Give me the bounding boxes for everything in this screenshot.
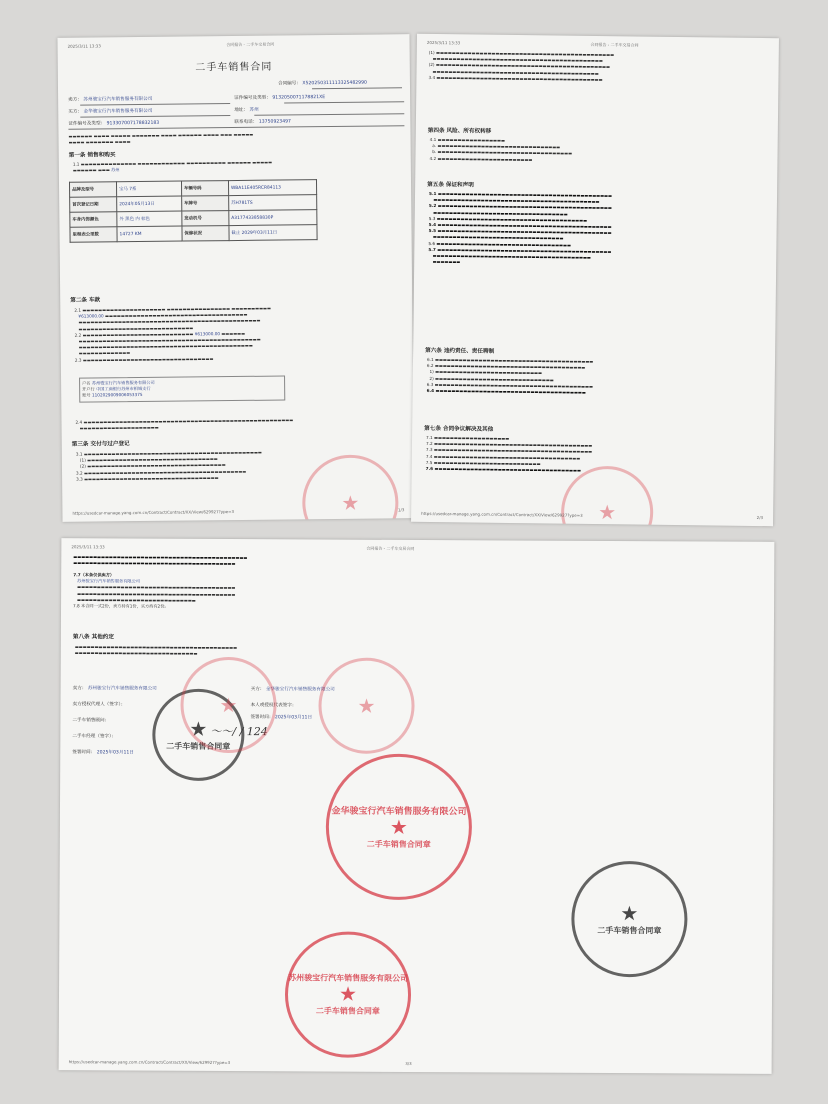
- bank-account-box: 户名 苏州骏宝行汽车销售服务有限公司 开户行 中国工商银行苏州市相城支行 账号 1102029009006053375: [79, 375, 285, 402]
- table-label-cell: 品牌及型号: [69, 182, 116, 197]
- stamp-text: 二手车销售合同章: [166, 741, 231, 751]
- article-4-text: 4.1 ▬▬▬▬▬▬▬▬▬▬▬▬▬▬▬▬▬ a. ▬▬▬▬▬▬▬▬▬▬▬▬▬▬▬▬▬▬▬▬▬▬▬▬▬▬▬▬▬▬▬ b. ▬▬▬▬▬▬▬▬▬▬▬▬▬▬▬▬▬▬▬▬▬▬▬▬▬▬▬▬▬▬▬▬▬▬ 4.2 ▬▬▬▬▬▬▬▬▬▬▬▬▬▬▬▬▬▬▬▬▬▬▬▬: [429, 136, 573, 162]
- buyer-code-label: 证件编号及类型：: [68, 121, 106, 127]
- table-value-cell: A3177433858830P: [229, 210, 317, 226]
- article-2-text: 2.1 ▬▬▬▬▬▬▬▬▬▬▬▬▬▬▬▬▬▬▬▬▬ ▬▬▬▬▬▬▬▬▬▬▬▬▬▬▬▬ ▬▬▬▬▬▬▬▬▬▬ ¥613000.00 ▬▬▬▬▬▬▬▬▬▬▬▬▬▬▬▬▬▬▬▬▬▬▬▬▬▬▬▬▬▬▬▬▬▬▬▬ ▬▬▬▬▬▬▬▬▬▬▬▬▬▬▬▬▬▬▬▬▬▬▬▬▬▬▬▬▬▬▬▬▬▬▬▬▬▬▬▬▬▬▬▬▬▬ ▬▬▬▬▬▬▬▬▬▬▬▬▬▬▬▬▬▬▬▬▬▬▬▬▬▬▬▬▬ 2.2 ▬▬▬▬▬▬▬▬▬▬▬▬▬▬▬▬▬▬▬▬▬▬▬▬▬▬▬▬ ¥613000.00 ▬▬▬▬▬▬ ▬▬▬▬▬▬▬▬▬▬▬▬▬▬▬▬▬▬▬▬▬▬▬▬▬▬▬▬▬▬▬▬▬▬▬▬▬▬▬▬▬▬▬▬▬▬ ▬▬▬▬▬▬▬▬▬▬▬▬▬▬▬▬▬▬▬▬▬▬▬▬▬▬▬▬▬▬▬▬▬▬▬▬▬▬▬▬▬▬▬▬ ▬▬▬▬▬▬▬▬▬▬▬▬▬ 2.3 ▬▬▬▬▬▬▬▬▬▬▬▬▬▬▬▬▬▬▬▬▬▬▬▬▬▬▬▬▬▬▬▬▬: [74, 305, 271, 363]
- red-seal-stamp: ★: [318, 657, 415, 754]
- continued-text: ▬▬▬▬▬▬▬▬▬▬▬▬▬▬▬▬▬▬▬▬▬▬▬▬▬▬▬▬▬▬▬▬▬▬▬▬▬▬▬▬▬▬▬▬ ▬▬▬▬▬▬▬▬▬▬▬▬▬▬▬▬▬▬▬▬▬▬▬▬▬▬▬▬▬▬▬▬▬▬▬▬▬▬▬▬▬: [73, 554, 248, 567]
- table-value-cell: 14727 KM: [117, 226, 182, 242]
- article-6-text: 6.1 ▬▬▬▬▬▬▬▬▬▬▬▬▬▬▬▬▬▬▬▬▬▬▬▬▬▬▬▬▬▬▬▬▬▬▬▬▬▬▬▬ 6.2 ▬▬▬▬▬▬▬▬▬▬▬▬▬▬▬▬▬▬▬▬▬▬▬▬▬▬▬▬▬▬▬▬▬▬▬▬▬▬ 1) ▬▬▬▬▬▬▬▬▬▬▬▬▬▬▬▬▬▬▬▬▬▬▬▬▬▬▬ 2) ▬▬▬▬▬▬▬▬▬▬▬▬▬▬▬▬▬▬▬▬▬▬▬▬▬▬▬▬▬▬ 6.3 ▬▬▬▬▬▬▬▬▬▬▬▬▬▬▬▬▬▬▬▬▬▬▬▬▬▬▬▬▬▬▬▬▬▬▬▬▬▬▬▬ 6.4 ▬▬▬▬▬▬▬▬▬▬▬▬▬▬▬▬▬▬▬▬▬▬▬▬▬▬▬▬▬▬▬▬▬▬▬▬▬▬: [426, 356, 594, 395]
- contract-page-2: [411, 34, 779, 526]
- account-number: 1102029009006053375: [91, 392, 143, 398]
- contract-number-row: [278, 81, 367, 88]
- sign-date-row: [72, 750, 134, 756]
- clause-7-7: 7.7（本条仅供卖方） 苏州骏宝行汽车销售服务有限公司 ▬▬▬▬▬▬▬▬▬▬▬▬▬▬▬▬▬▬▬▬▬▬▬▬▬▬▬▬▬▬▬▬▬▬▬▬▬▬▬▬ ▬▬▬▬▬▬▬▬▬▬▬▬▬▬▬▬▬▬▬▬▬▬▬▬▬▬▬▬▬▬▬▬▬▬▬▬▬▬▬▬ ▬▬▬▬▬▬▬▬▬▬▬▬▬▬▬▬▬▬▬▬▬▬▬▬▬▬▬▬▬▬ 7.8 本合同一式2份，卖方持有1份，买方持有2份。: [73, 572, 236, 609]
- article-7-text: 7.1 ▬▬▬▬▬▬▬▬▬▬▬▬▬▬▬▬▬▬▬ 7.2 ▬▬▬▬▬▬▬▬▬▬▬▬▬▬▬▬▬▬▬▬▬▬▬▬▬▬▬▬▬▬▬▬▬▬▬▬▬▬▬▬ 7.3 ▬▬▬▬▬▬▬▬▬▬▬▬▬▬▬▬▬▬▬▬▬▬▬▬▬▬▬▬▬▬▬▬▬▬▬▬▬▬▬▬ 7.4 ▬▬▬▬▬▬▬▬▬▬▬▬▬▬▬▬▬▬▬▬▬▬▬▬▬▬▬▬▬▬▬▬▬▬▬▬▬ 7.5 ▬▬▬▬▬▬▬▬▬▬▬▬▬▬▬▬▬▬▬▬▬▬▬▬▬▬▬ 7.6 ▬▬▬▬▬▬▬▬▬▬▬▬▬▬▬▬▬▬▬▬▬▬▬▬▬▬▬▬▬▬▬▬▬▬▬▬▬: [425, 434, 593, 473]
- article-4-heading: 第四条 风险、所有权转移: [427, 127, 492, 135]
- article-8-heading: 第八条 其他约定: [72, 634, 115, 641]
- sign-seller-name: 苏州骏宝行汽车销售服务有限公司: [87, 686, 157, 692]
- red-contract-stamp-2: 苏州骏宝行汽车销售服务有限公司 ★ 二手车销售合同章: [285, 931, 412, 1058]
- seller-code-label: 证件编号及类型：: [234, 95, 271, 102]
- clause-7-7-label: 7.7（本条仅供卖方）: [73, 572, 115, 578]
- contract-title: 二手车销售合同: [195, 61, 273, 74]
- buyer-row: [68, 109, 152, 116]
- header-title: 合同报告 - 二手车交易合同: [226, 41, 275, 48]
- seller-code-row: [234, 95, 325, 102]
- page-header: [71, 544, 414, 552]
- contract-number: X520250311113325482990: [302, 80, 367, 87]
- article-1-text: 1.1 ▬▬▬▬▬▬▬▬▬▬▬▬▬▬ ▬▬▬▬▬▬▬▬▬▬▬▬ ▬▬▬▬▬▬▬▬▬▬ ▬▬▬▬▬▬ ▬▬▬▬▬ ▬▬▬▬▬▬ ▬▬▬ 苏州: [72, 159, 273, 173]
- sign-buyer-date: 2025年03月11日: [274, 715, 313, 721]
- contract-page-3: [59, 538, 775, 1074]
- footer-url: https://usedcar-manage.yang.com.cn/Contract/Contract/XX/View/629927?ype=3: [421, 510, 583, 518]
- page-number: 1/3: [397, 507, 405, 513]
- page-header: [68, 40, 400, 49]
- buyer-code-row: [68, 121, 159, 128]
- sign-seller-label: 卖方：: [72, 686, 87, 692]
- sign-buyer-name: 金华骏宝行汽车销售服务有限公司: [265, 687, 335, 693]
- table-label-cell: 里程表公里数: [70, 227, 117, 242]
- sign-buyer-date-label: 签署时间：: [250, 715, 274, 721]
- table-row: [70, 225, 317, 243]
- table-label-cell: 车辆号码: [181, 181, 228, 196]
- header-title: 合同报告 - 二手车交易合同: [590, 41, 639, 48]
- table-label-cell: 首次登记日期: [70, 197, 117, 212]
- buyer-code: 913307007178832183: [106, 120, 160, 127]
- vehicle-info-table: [69, 179, 318, 243]
- article-1-heading: 第一条 销售和购买: [68, 152, 116, 159]
- account-name: 苏州骏宝行汽车销售服务有限公司: [91, 379, 155, 386]
- seller-manager2-label: 二手车经理（签字）：: [72, 734, 117, 740]
- stamp-ring-text: 金华骏宝行汽车销售服务有限公司: [331, 806, 467, 818]
- handwritten-signature: ～～∕ ∕ 124: [210, 724, 268, 739]
- page-number: 2/3: [756, 514, 764, 521]
- article-8-text: ▬▬▬▬▬▬▬▬▬▬▬▬▬▬▬▬▬▬▬▬▬▬▬▬▬▬▬▬▬▬▬▬▬▬▬▬▬▬▬▬▬ ▬▬▬▬▬▬▬▬▬▬▬▬▬▬▬▬▬▬▬▬▬▬▬▬▬▬▬▬▬▬▬: [74, 644, 238, 657]
- sign-date: 2025年03月11日: [96, 750, 134, 756]
- stamp-text: 二手车销售合同章: [366, 839, 431, 850]
- black-contract-stamp-2: ★ 二手车销售合同章: [571, 861, 688, 978]
- price-value-1: ¥613000.00: [78, 313, 104, 319]
- page-header: [427, 40, 769, 50]
- buyer-phone: 13750923497: [258, 119, 292, 125]
- article-7-heading: 第七条 合同争议解决及其他: [424, 425, 494, 433]
- header-timestamp: 2025/3/11 13:33: [426, 39, 461, 46]
- buyer-phone-label: 联系电话：: [234, 119, 258, 126]
- table-label-cell: 发动机号: [182, 211, 229, 226]
- preamble-text: ▬▬▬▬▬▬ ▬▬▬▬ ▬▬▬▬▬ ▬▬▬▬▬▬▬ ▬▬▬▬ ▬▬▬▬▬▬ ▬▬▬▬ ▬▬▬ ▬▬▬▬▬ ▬▬▬▬ ▬▬▬▬▬▬▬ ▬▬▬▬: [68, 131, 254, 145]
- sign-date-label: 签署时间：: [72, 750, 96, 756]
- header-timestamp: 2025/3/11 13:33: [67, 43, 101, 49]
- article-3-text: 3.1 ▬▬▬▬▬▬▬▬▬▬▬▬▬▬▬▬▬▬▬▬▬▬▬▬▬▬▬▬▬▬▬▬▬▬▬▬▬▬▬▬▬▬▬▬▬ (1) ▬▬▬▬▬▬▬▬▬▬▬▬▬▬▬▬▬▬▬▬▬▬▬▬▬▬▬▬▬▬▬▬▬ (2) ▬▬▬▬▬▬▬▬▬▬▬▬▬▬▬▬▬▬▬▬▬▬▬▬▬▬▬▬▬▬▬▬▬▬▬ 3.2 ▬▬▬▬▬▬▬▬▬▬▬▬▬▬▬▬▬▬▬▬▬▬▬▬▬▬▬▬▬▬▬▬▬▬▬▬▬▬▬▬▬ 3.3 ▬▬▬▬▬▬▬▬▬▬▬▬▬▬▬▬▬▬▬▬▬▬▬▬▬▬▬▬▬▬▬▬▬▬: [75, 449, 262, 482]
- stamp-text: 二手车销售合同章: [597, 925, 662, 935]
- sign-seller-row: [73, 686, 157, 692]
- black-contract-stamp: ★ 二手车销售合同章: [152, 689, 244, 781]
- header-timestamp: 2025/3/11 13:33: [71, 544, 105, 550]
- article-5-heading: 第五条 保证和声明: [427, 181, 474, 189]
- article-5-text: 5.1 ▬▬▬▬▬▬▬▬▬▬▬▬▬▬▬▬▬▬▬▬▬▬▬▬▬▬▬▬▬▬▬▬▬▬▬▬▬▬▬▬▬▬▬▬ ▬▬▬▬▬▬▬▬▬▬▬▬▬▬▬▬▬▬▬▬▬▬▬▬▬▬▬▬▬▬▬▬▬▬▬▬▬▬▬▬▬▬ 5.2 ▬▬▬▬▬▬▬▬▬▬▬▬▬▬▬▬▬▬▬▬▬▬▬▬▬▬▬▬▬▬▬▬▬▬▬▬▬▬▬▬▬▬▬▬ ▬▬▬▬▬▬▬▬▬▬▬▬▬▬▬▬▬▬▬▬▬▬▬▬▬▬▬▬▬▬▬▬▬▬ 5.3 ▬▬▬▬▬▬▬▬▬▬▬▬▬▬▬▬▬▬▬▬▬▬▬▬▬▬▬▬▬▬▬▬▬▬▬▬▬▬ 5.4 ▬▬▬▬▬▬▬▬▬▬▬▬▬▬▬▬▬▬▬▬▬▬▬▬▬▬▬▬▬▬▬▬▬▬▬▬▬▬▬▬▬▬▬▬ 5.5 ▬▬▬▬▬▬▬▬▬▬▬▬▬▬▬▬▬▬▬▬▬▬▬▬▬▬▬▬▬▬▬▬▬▬▬▬▬▬▬▬▬▬▬▬ ▬▬▬▬▬▬▬▬▬▬▬▬▬▬▬▬▬▬▬▬▬▬▬▬▬▬▬▬▬▬▬▬▬ 5.6 ▬▬▬▬▬▬▬▬▬▬▬▬▬▬▬▬▬▬▬▬▬▬▬▬▬▬▬▬▬▬▬▬▬▬ 5.7 ▬▬▬▬▬▬▬▬▬▬▬▬▬▬▬▬▬▬▬▬▬▬▬▬▬▬▬▬▬▬▬▬▬▬▬▬▬▬▬▬▬▬▬▬ ▬▬▬▬▬▬▬▬▬▬▬▬▬▬▬▬▬▬▬▬▬▬▬▬▬▬▬▬▬▬▬▬▬▬▬▬▬▬▬▬ ▬▬▬▬▬▬▬: [428, 190, 613, 265]
- stamp-ring-text: 苏州骏宝行汽车销售服务有限公司: [288, 973, 409, 983]
- table-value-cell: 截止 2029年03月11日: [229, 225, 317, 241]
- buyer-label: 买方：: [68, 109, 83, 115]
- table-label-cell: 车身内饰颜色: [70, 212, 117, 227]
- clause-7-8: 7.8 本合同一式2份，卖方持有1份，买方持有2份。: [73, 603, 169, 609]
- stamp-text: 二手车销售合同章: [315, 1006, 380, 1016]
- contract-number-label: 合同编号：: [277, 81, 301, 87]
- red-seal-stamp: ★: [302, 454, 399, 522]
- table-value-cell: 苏H781TS: [229, 195, 317, 211]
- article-6-heading: 第六条 违约责任、责任聘制: [425, 347, 495, 355]
- article-2-4-text: 2.4 ▬▬▬▬▬▬▬▬▬▬▬▬▬▬▬▬▬▬▬▬▬▬▬▬▬▬▬▬▬▬▬▬▬▬▬▬▬▬▬▬▬▬▬▬▬▬▬▬▬▬▬▬▬ ▬▬▬▬▬▬▬▬▬▬▬▬▬▬▬▬▬▬▬▬: [75, 417, 294, 431]
- red-contract-stamp: 金华骏宝行汽车销售服务有限公司 ★ 二手车销售合同章: [326, 754, 473, 901]
- buyer-name: 金华骏宝行汽车销售服务有限公司: [83, 108, 153, 115]
- sign-buyer-label: 买方：: [250, 687, 265, 693]
- buyer-address-label: 地址：: [234, 107, 249, 114]
- header-title: 合同报告 - 二手车交易合同: [366, 545, 415, 551]
- seller-row: [68, 97, 152, 104]
- seller-code: 9132050071178821XE: [272, 95, 326, 101]
- table-value-cell: WBA11E405RCR84113: [228, 180, 316, 196]
- seller-name: 苏州骏宝行汽车销售服务有限公司: [83, 96, 153, 103]
- footer-url: https://usedcar-manage.yang.com.cn/Contract/Contract/XX/View/629927?ype=3: [68, 1059, 231, 1066]
- continued-text: (1) ▬▬▬▬▬▬▬▬▬▬▬▬▬▬▬▬▬▬▬▬▬▬▬▬▬▬▬▬▬▬▬▬▬▬▬▬▬▬▬▬▬▬▬▬▬ ▬▬▬▬▬▬▬▬▬▬▬▬▬▬▬▬▬▬▬▬▬▬▬▬▬▬▬▬▬▬▬▬▬▬▬▬▬▬▬▬▬▬▬ (2) ▬▬▬▬▬▬▬▬▬▬▬▬▬▬▬▬▬▬▬▬▬▬▬▬▬▬▬▬▬▬▬▬▬▬▬▬▬▬▬▬▬▬▬▬ ▬▬▬▬▬▬▬▬▬▬▬▬▬▬▬▬▬▬▬▬▬▬▬▬▬▬▬▬▬▬▬▬▬▬▬▬▬▬▬▬▬▬ 3.4 ▬▬▬▬▬▬▬▬▬▬▬▬▬▬▬▬▬▬▬▬▬▬▬▬▬▬▬▬▬▬▬▬▬▬▬▬▬▬▬▬▬▬: [428, 49, 615, 82]
- table-value-cell: 宝马 7系: [116, 181, 181, 197]
- red-seal-stamp: ★: [180, 657, 277, 754]
- footer-url: https://usedcar-manage.yang.com.cn/Contract/Contract/XX/View/629927?ype=3: [72, 509, 235, 516]
- bank-name: 中国工商银行苏州市相城支行: [96, 386, 151, 392]
- contract-page-1: [57, 34, 414, 522]
- article-3-heading: 第三条 交付与过户登记: [71, 441, 130, 448]
- seller-label: 卖方：: [68, 97, 82, 103]
- buyer-address: 苏州: [249, 107, 259, 113]
- table-label-cell: 保修状况: [182, 226, 229, 241]
- sign-buyer-rep-label: 本人或授权代表签字：: [250, 703, 297, 709]
- page-number: 3/3: [405, 1060, 412, 1066]
- sign-agent-label: 卖方授权代理人（签字）：: [72, 702, 126, 708]
- table-value-cell: 外 黑色 内 棕色: [117, 211, 182, 227]
- table-label-cell: 车牌号: [182, 196, 229, 211]
- buyer-phone-row: [234, 119, 291, 126]
- table-value-cell: 2024年05月13日: [117, 196, 182, 212]
- price-value-2: ¥613000.00: [194, 330, 221, 337]
- seller-manager-label: 二手车销售顾问：: [72, 718, 110, 724]
- article-2-heading: 第二条 车款: [70, 297, 101, 304]
- red-seal-stamp: ★: [561, 466, 654, 527]
- buyer-address-row: [234, 108, 259, 114]
- page-footer: [69, 1059, 412, 1066]
